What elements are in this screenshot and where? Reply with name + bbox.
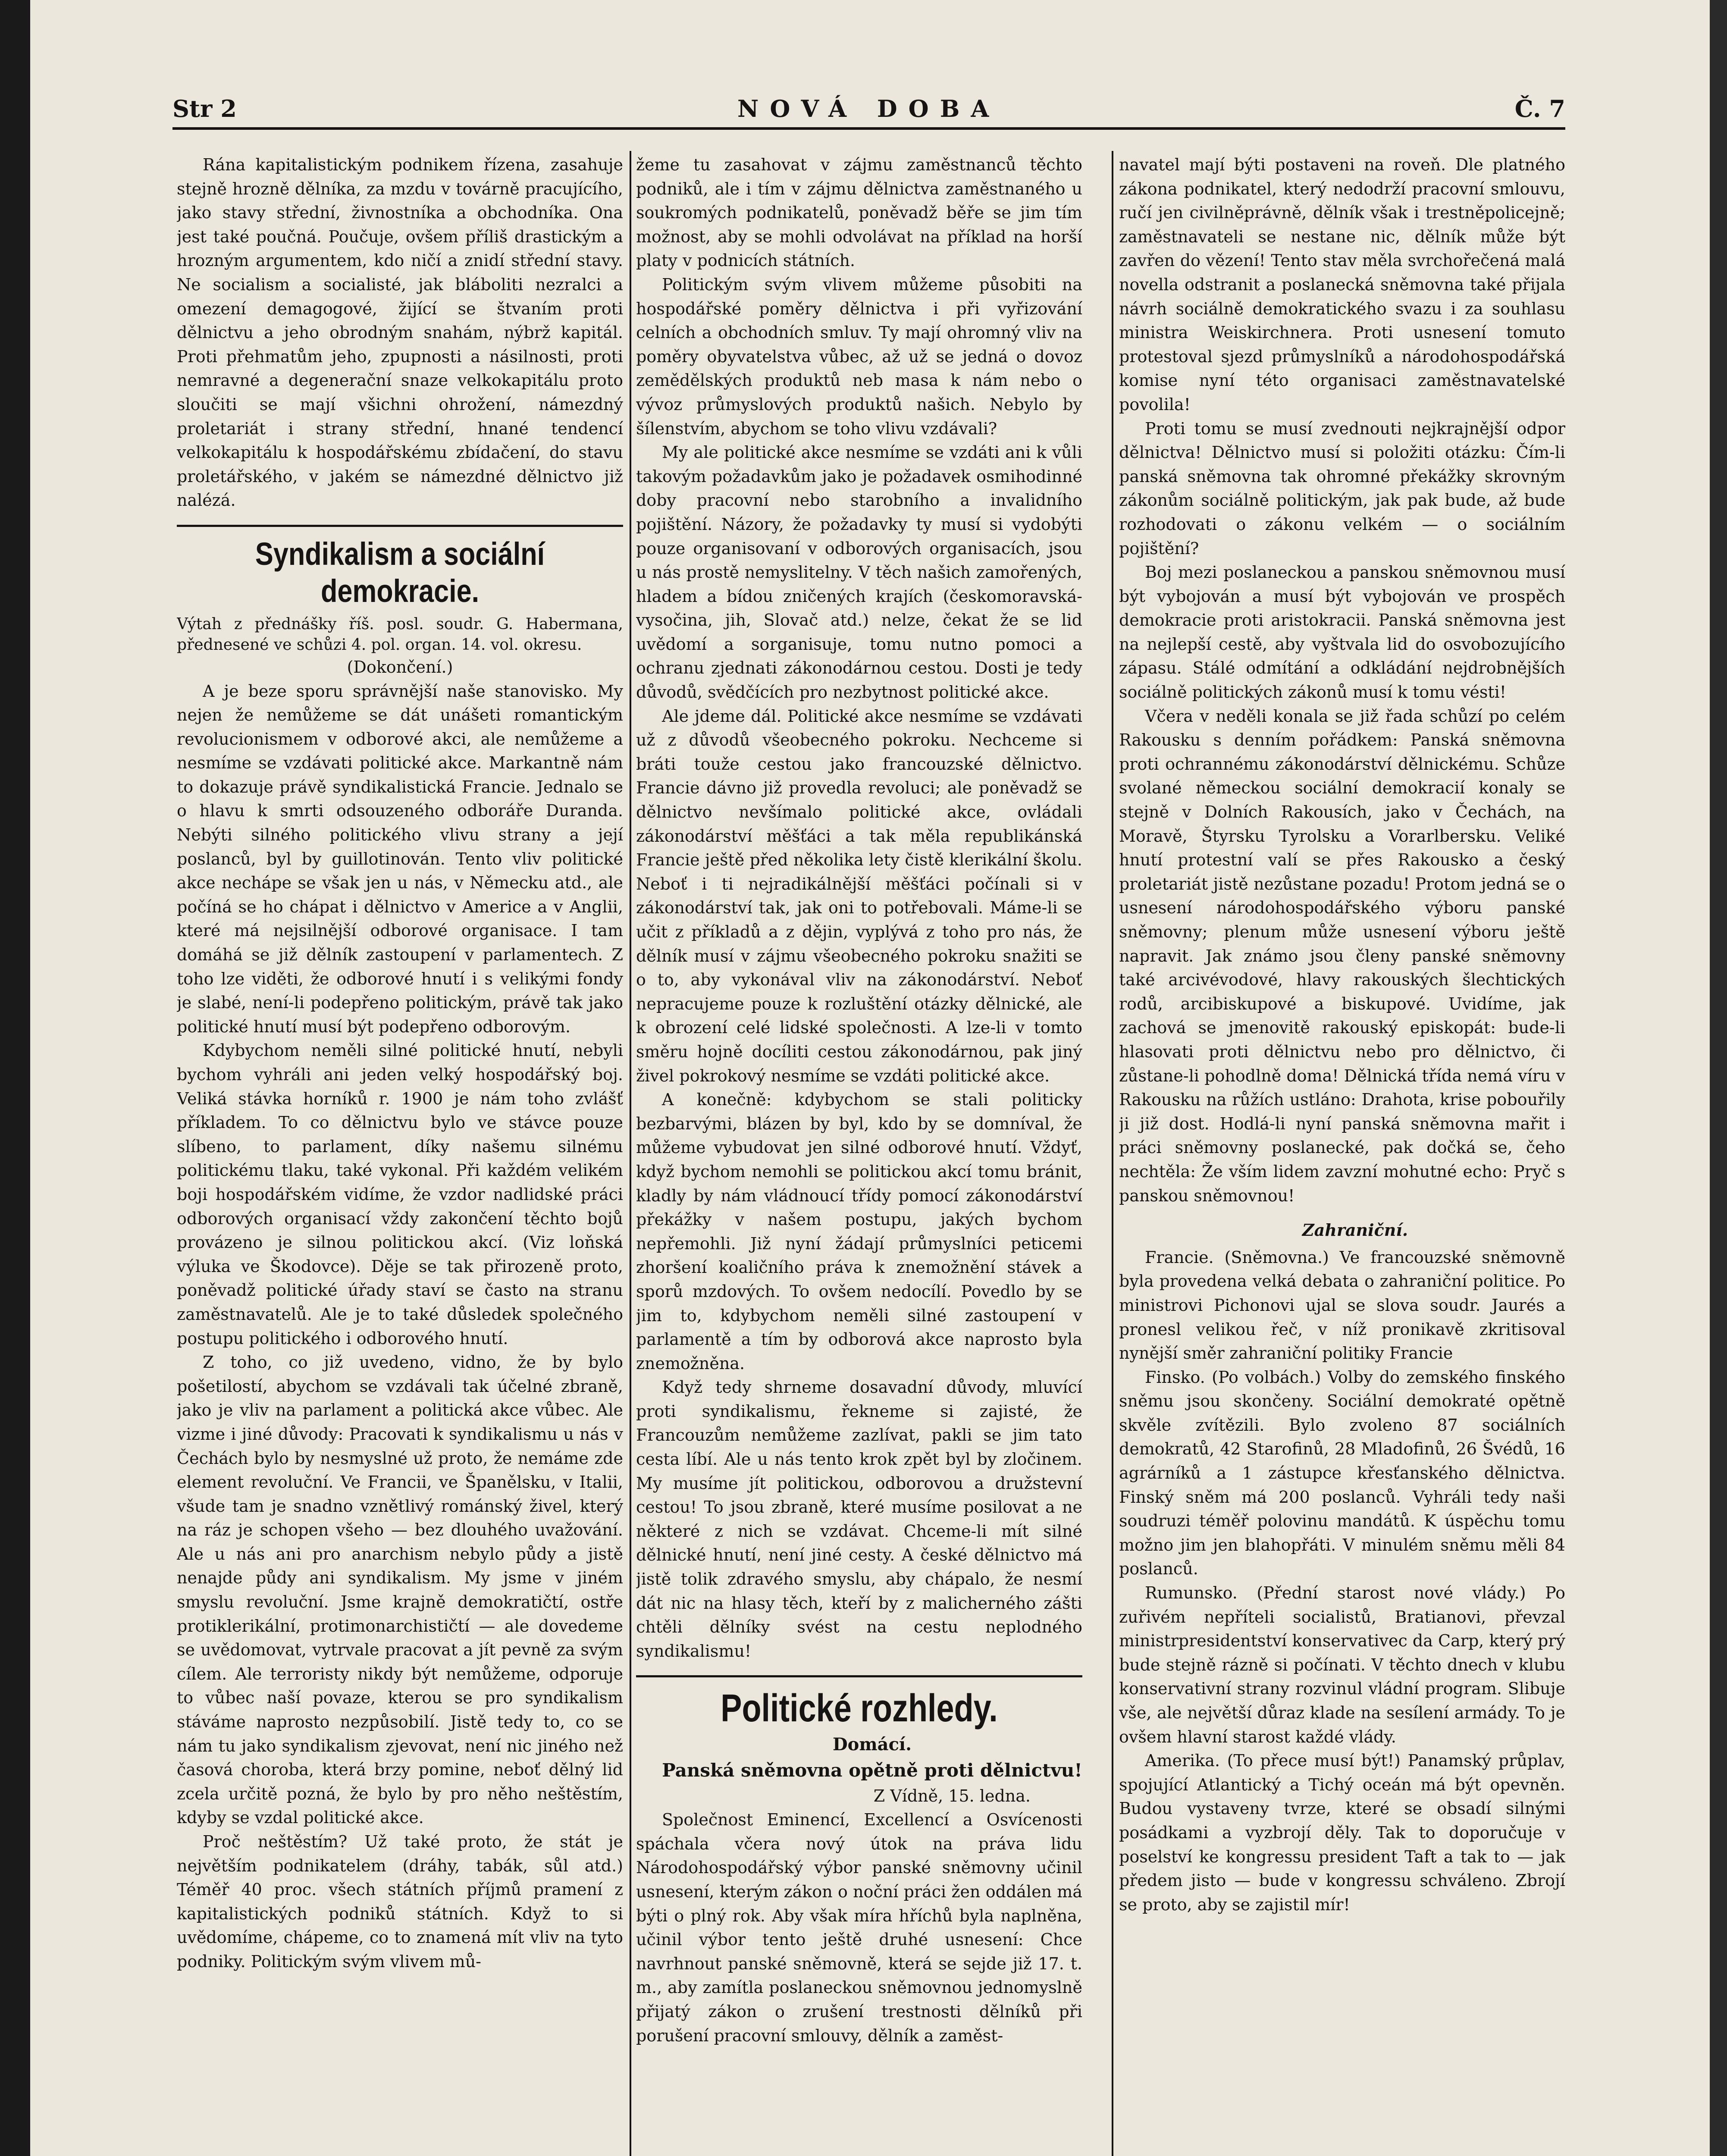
column-rule-1 bbox=[630, 151, 631, 2156]
section-rule bbox=[636, 1675, 1082, 1677]
paragraph: Z toho, co již uvedeno, vidno, že by bylo pošetilostí, abychom se vzdávali tak účelné zbraně, jako je vliv na parlament a politická akce vůbec. Ale vizme i jiné důvody: Pracovati k syndikalismu u nás v Čechách bylo by nesmyslné už proto, že nemáme zde element revoluční. Ve Francii, ve Španělsku, v Italii, všude tam je snadno vznětlivý románský živel, který na ráz je schopen všeho — bez dlouhého uvažování. Ale u nás ani pro anarchism nebylo půdy a jistě nenajde půdy ani syndikalism. My jsme v jiném smyslu revoluční. Jsme krajně demokratičtí, ostře protiklerikální, protimonarchističtí — ale dovedeme se uvědomovat, vytrvale pracovat a jít pevně za svým cílem. Ale terroristy nikdy být nemůžeme, odporuje to vůbec naší povaze, kterou se pro syndikalism stáváme naprosto nezpůsobilí. Jistě tedy to, co se nám tu jako syndikalism zjevovat, není nic jiného než časová choroba, která brzy pomine, neboť dělný lid zcela určitě pozná, že bylo by pro něho neštěstím, kdyby se vzdal politické akce. bbox=[177, 1353, 623, 1827]
paragraph: Francie. (Sněmovna.) Ve francouzské sněmovně byla provedena velká debata o zahraniční politice. Po ministrovi Pichonovi ujal se slova soudr. Jaurés a pronesl velikou řeč, v níž pronikavě zkritisoval nynější směr zahraniční politiky Francie bbox=[1119, 1247, 1565, 1363]
paragraph: Rána kapitalistickým podnikem řízena, zasahuje stejně hrozně dělníka, za mzdu v továrně pracujícího, jako stavy střední, živnostníka a obchodníka. Ona jest také poučná. Poučuje, ovšem příliš drastickým a hrozným argumentem, kdo ničí a znidí střední stavy. Ne socialism a socialisté, jak bláboliti nezralci a omezení demagogové, žijící se štvaním proti dělnictvu a jeho obrodným snahám, nýbrž kapitál. Proti přehmatům jeho, zpupnosti a násilnosti, proti nemravné a degenerační snaze velkokapitálu proto sloučiti se mají všichni ohrožení, námezdný proletariát i strany střední, hnané tendencí velkokapitálu k hospodářskému zbídačení, do stavu proletářského, v jakém se námezdné dělnictvo již nalézá. bbox=[177, 155, 623, 510]
paragraph: Politickým svým vlivem můžeme působiti na hospodářské poměry dělnictva i při vyřizování celních a obchodních smluv. Ty mají ohromný vliv na poměry obyvatelstva vůbec, až už se jedná o dovoz zemědělských produktů neb masa k nám nebo o vývoz průmyslových produktů našich. Nebylo by šílenstvím, abychom se toho vlivu vzdávali? bbox=[636, 275, 1082, 438]
section-subheading: Zahraniční. bbox=[1302, 1220, 1408, 1240]
paragraph: Když tedy shrneme dosavadní důvody, mluvící proti syndikalismu, řekneme si zajisté, že Francouzům nemůžeme zazlívat, pakli se jim tato cesta líbí. Ale u nás tento krok zpět byl by zločinem. My musíme jít politickou, odborovou a družstevní cestou! To jsou zbraně, které musíme posilovat a ne některé z nich se vzdávat. Chceme-li mít silné dělnické hnutí, není jiné cesty. A české dělnictvo má jistě tolik zdravého smyslu, aby chápalo, že nesmí dát nic na hlasy těch, kteří by z malicherného zášti chtěli dělníky svést na cestu neplodného syndikalismu! bbox=[636, 1378, 1082, 1661]
paragraph: Proti tomu se musí zvednouti nejkrajnější odpor dělnictva! Dělnictvo musí si položiti otázku: Čím-li panská sněmovna tak ohromné překážky skrovným zákonům sociálně politickým, jak pak bude, až bude rozhodovati o zákonu velkém — o sociálním pojištění? bbox=[1119, 419, 1565, 558]
paragraph: žeme tu zasahovat v zájmu zaměstnanců těchto podniků, ale i tím v zájmu dělnictva zaměstnaného u soukromých podnikatelů, poněvadž běře se jim tím možnost, aby se mohli odvolávat na příklad na horší platy v podnicích státních. bbox=[636, 155, 1082, 270]
section-rule bbox=[177, 525, 623, 527]
scan-edge-right bbox=[1710, 0, 1727, 2156]
paragraph: Finsko. (Po volbách.) Volby do zemského finského sněmu jsou skončeny. Sociální demokraté opětně skvěle zvítězili. Bylo zvoleno 87 sociálních demokratů, 42 Starofinů, 28 Mladofinů, 26 Švédů, 16 agrárníků a 1 zástupce křesťanského dělnictva. Finský sněm má 200 poslanců. Vyhráli tedy naši soudruzi téměř polovinu mandátů. K úspěchu tomu možno jim jen blahopřáti. V minulém sněmu měli 84 poslanců. bbox=[1119, 1367, 1565, 1579]
column-rule-2 bbox=[1112, 151, 1113, 2156]
page-number: Str 2 bbox=[172, 95, 237, 122]
column-3 bbox=[1119, 153, 1565, 2156]
paragraph: Ale jdeme dál. Politické akce nesmíme se vzdávati už z důvodů všeobecného pokroku. Nechceme si bráti touže cestou jako francouzské dělnictvo. Francie dávno již provedla revoluci; ale poněvadž se dělnictvo nevšímalo politické akce, ovládali zákonodárství měšťáci a tak měla republikánská Francie ještě před několika lety čistě klerikální školu. Neboť i ti nejradikálnější měšťáci počínali si v zákonodárství tak, jak oni to potřebovali. Máme-li se učit z příkladů a z dějin, vyplývá z toho pro nás, že dělník musí v zájmu všeobecného pokroku snažiti se o to, aby vykonával vliv na zákonodárství. Neboť nepracujeme pouze k rozluštění otázky dělnické, ale k obrození celé lidské společnosti. A lze-li v tomto směru hojně docíliti cestou zákonodárnou, pak jiný živel pokrokový nesmíme se vzdáti politické akce. bbox=[636, 706, 1082, 1085]
paragraph: My ale politické akce nesmíme se vzdáti ani k vůli takovým požadavkům jako je požadavek osmihodinné doby pracovní nebo starobního a invalidního pojištění. Názory, že požadavky ty musí si vydobýti pouze organisovaní v odborových organisacích, jsou u nás prostě nemyslitelny. V těch našich zamořených, hladem a bídou zničených krajích (českomoravská-vysočina, jih, Slovač atd.) nelze, čekat že se lid uvědomí a sorganisuje, tomu nutno pomoci a ochranu zjednati zákonodárnou cestou. Dosti je tedy důvodů, svědčících pro nezbytnost politické akce. bbox=[636, 443, 1082, 702]
header-rule bbox=[172, 127, 1565, 130]
masthead: NOVÁ DOBA bbox=[737, 95, 1000, 122]
page-header bbox=[172, 86, 1565, 129]
article-subtitle: Výtah z přednášky říš. posl. soudr. G. Habermana, přednesené ve schůzi 4. pol. organ. 14. vol. okresu. bbox=[177, 615, 623, 654]
paragraph: A je beze sporu správnější naše stanovisko. My nejen že nemůžeme se dát unášeti romantickým revolucionismem v odborové akci, ale nemůžeme a nesmíme se vzdávati politické akce. Markantně nám to dokazuje právě syndikalistická Francie. Jednalo se o hlavu k smrti odsouzeného odboráře Duranda. Nebýti silného politického vlivu strany a její poslanců, byl by guillotinován. Tento vliv politické akce nechápe se však jen u nás, v Německu atd., ale počíná se ho chápat i dělnictvo v Americe a v Anglii, které má nejsilnější odborové organisace. I tam domáhá se již dělník zastoupení v parlamentech. Z toho lze viděti, že odborové hnutí i s velikými fondy je slabé, není-li podepřeno politickým, právě tak jako politické hnutí musí být podepřeno odborovým. bbox=[177, 681, 623, 1036]
paragraph: Boj mezi poslaneckou a panskou sněmovnou musí být vybojován a musí být vybojován ve prospěch demokracie proti aristokracii. Panská sněmovna jest na nejlepší cestě, aby vyštvala lid do osvobozujícího zápasu. Stálé odmítání a odkládání nejdrobnějších sociálně politických zákonů musí k tomu vésti! bbox=[1119, 563, 1565, 702]
column-1 bbox=[177, 153, 623, 2156]
issue-number: Č. 7 bbox=[1514, 95, 1565, 122]
paragraph: Společnost Eminencí, Excellencí a Osvícenosti spáchala včera nový útok na práva lidu Národohospodářský výbor panské sněmovny učinil usnesení, kterým zákon o noční práci žen oddálen má býti o plný rok. Aby však míra hříchů byla naplněna, učinil výbor tento ještě druhé usnesení: Chce navrhnout panské sněmovně, která se sejde již 17. t. m., aby zamítla poslaneckou sněmovnou jednomyslně přijatý zákon o zrušení trestnosti dělníků při porušení pracovní smlouvy, dělník a zaměst- bbox=[636, 1810, 1082, 2045]
continuation-note: (Dokončení.) bbox=[347, 657, 453, 677]
paragraph: Kdybychom neměli silné politické hnutí, nebyli bychom vyhráli ani jeden velký hospodářský boj. Veliká stávka horníků r. 1900 je nám toho zvlášť příkladem. To co dělnictvu bylo ve stávce pouze slíbeno, to parlament, díky našemu silnému politickému tlaku, také vykonal. Při každém velikém boji hospodářském vidíme, že vzdor nadlidské práci odborových organisací vždy zakončení těchto bojů provázeno je silnou politickou akcí. (Viz loňská výluka ve Škodovce). Děje se tak přirozeně proto, poněvadž politické úřady staví se často na stranu zaměstnavatelů. Ale je to také důsledek společného postupu politického i odborového hnutí. bbox=[177, 1041, 623, 1348]
paragraph: Včera v neděli konala se již řada schůzí po celém Rakousku s denním pořádkem: Panská sněmovna proti ochrannému zákonodárství dělnickému. Schůze svolané německou sociální demokracií konaly se stejně v Dolních Rakousích, jako v Čechách, na Moravě, Štyrsku Tyrolsku a Vorarlbersku. Veliké hnutí protestní valí se přes Rakousko a český proletariát jistě nezůstane pozadu! Protom jedná se o usnesení národohospodářského výboru panské sněmovny; plenum může usnesení výboru ještě napravit. Jak známo jsou členy panské sněmovny také arcivévodové, hlavy rakouských šlechtických rodů, arcibiskupové a biskupové. Uvidíme, jak zachová se jmenovitě rakouský episkopát: bude-li hlasovati proti dělnictvu nebo pro dělnictvo, či zůstane-li pohodlně doma! Dělnická třída nemá víru v Rakousku na růžích ustláno: Drahota, krise pobouřily ji již dost. Hodlá-li nyní panská sněmovna mařit i práci sněmovny poslanecké, pak dočká se, čeho nechtěla: Že vším lidem zavzní mohutné echo: Pryč s panskou sněmovnou! bbox=[1119, 706, 1565, 1205]
paragraph: navatel mají býti postaveni na roveň. Dle platného zákona podnikatel, který nedodrží pracovní smlouvu, ručí jen civilněprávně, dělník však i trestněpolicejně; zaměstnavateli se nestane nic, dělník může být zavřen do vězení! Tento stav měla svrchořečená malá novella odstranit a poslanecká sněmovna také přijala návrh sociálně demokratického svazu i za souhlasu ministra Weiskirchnera. Proti usnesení tomuto protestoval sjezd průmyslníků a národohospodářská komise nyní této organisaci zaměstnavatelské povolila! bbox=[1119, 155, 1565, 414]
paragraph: Rumunsko. (Přední starost nové vlády.) Po zuřivém nepříteli socialistů, Bratianovi, převzal ministrpresidentství konservativec da Carp, který prý bude stejně rázně si počínati. V těchto dnech v klubu konservativní strany rozvinul vládní program. Slibuje vše, ale největší důraz klade na sesílení armády. To je ovšem hlavní starost každé vlády. bbox=[1119, 1583, 1565, 1746]
dateline: Z Vídně, 15. ledna. bbox=[873, 1786, 1031, 1805]
column-2 bbox=[636, 153, 1082, 2156]
paragraph: A konečně: kdybychom se stali politicky bezbarvými, blázen by byl, kdo by se domníval, že můžeme vybudovat jen silné odborové hnutí. Vždyť, když bychom nemohli se politickou akcí tomu bránit, kladly by nám vládnoucí třídy pomocí zákonodárství překážky v našem postupu, jakých bychom nepřemohli. Již nyní žádají průmyslníci peticemi zhoršení koaličního práva k znemožnění stávek a sporů mzdových. To ovšem nedocílí. Povedlo by se jim to, kdybychom neměli silné zastoupení v parlamentě a tím by odborová akce naprosto byla znemožněna. bbox=[636, 1090, 1082, 1373]
section-title: Politické rozhledy. bbox=[721, 1687, 998, 1730]
scan-edge-left bbox=[0, 0, 30, 2156]
news-headline: Panská sněmovna opětně proti dělnictvu! bbox=[662, 1760, 1082, 1781]
paragraph: Proč neštěstím? Už také proto, že stát je největším podnikatelem (dráhy, tabák, sůl atd.) Téměř 40 proc. všech státních příjmů pramení z kapitalistických podniků státních. Když to si uvědomíme, chápeme, co to znamená mít vliv na tyto podniky. Politickým svým vlivem mů- bbox=[177, 1832, 623, 1971]
section-subheading: Domácí. bbox=[832, 1734, 912, 1755]
article-title: Syndikalism a sociální demokracie. bbox=[255, 536, 545, 609]
paragraph: Amerika. (To přece musí být!) Panamský průplav, spojující Atlantický a Tichý oceán má být opevněn. Budou vystaveny tvrze, které se obsadí silnými posádkami a vyzbrojí děly. Tak to doporučuje v poselství ke kongressu president Taft a tak to — jak předem jisto — bude v kongressu schváleno. Zbrojí se proto, aby se zajistil mír! bbox=[1119, 1751, 1565, 1914]
